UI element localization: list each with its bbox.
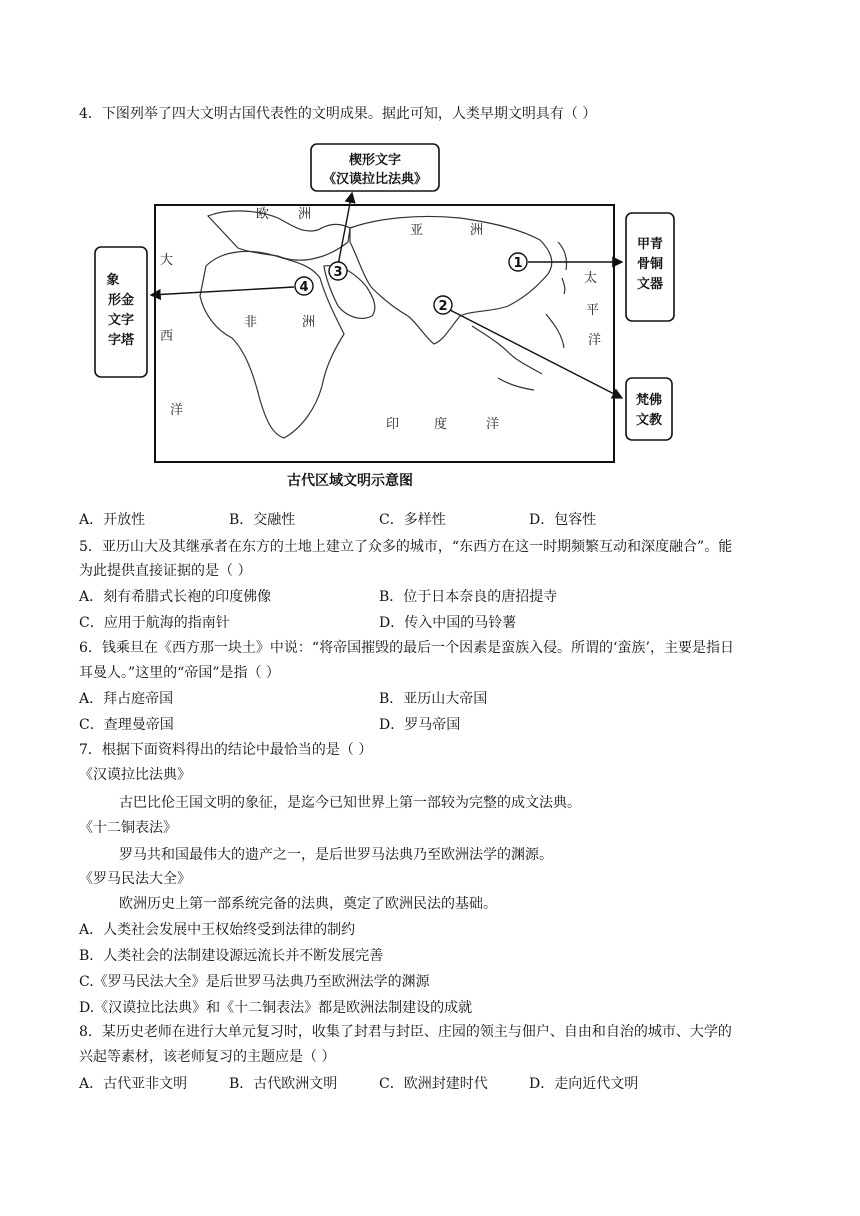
label-zhou1: 洲 xyxy=(298,207,312,222)
marker-3-label: 3 xyxy=(333,265,343,280)
q6-option-b[interactable]: B．亚历山大帝国 xyxy=(379,691,488,707)
q5-option-a[interactable]: A．刻有希腊式长袍的印度佛像 xyxy=(79,589,272,605)
q4-option-a[interactable]: A．开放性 xyxy=(79,512,146,528)
q7-option-a[interactable]: A．人类社会发展中王权始终受到法律的制约 xyxy=(79,922,356,938)
q5-stem-line-1: 5．亚历山大及其继承者在东方的土地上建立了众多的城市，“东西方在这一时期频繁互动和深度融合”。能 xyxy=(79,539,733,555)
q4-stem: 4．下图列举了四大文明古国代表性的文明成果。据此可知，人类早期文明具有（ ） xyxy=(79,106,597,122)
label-yang2: 洋 xyxy=(588,333,602,348)
q4-option-d[interactable]: D．包容性 xyxy=(529,512,597,528)
q8-stem-line-2: 兴起等素材，该老师复习的主题应是（ ） xyxy=(79,1049,336,1065)
egypt-text-1: 象 xyxy=(106,273,120,288)
india-text-1: 梵佛 xyxy=(635,393,663,408)
q8-option-d[interactable]: D．走向近代文明 xyxy=(529,1076,639,1092)
label-xi: 西 xyxy=(160,329,174,344)
q4-option-b[interactable]: B．交融性 xyxy=(229,512,296,528)
label-zhou3: 洲 xyxy=(302,315,316,330)
map-caption: 古代区域文明示意图 xyxy=(287,473,413,489)
label-ping: 平 xyxy=(586,303,600,318)
q7-material-1-title: 《汉谟拉比法典》 xyxy=(79,767,191,783)
label-yang1: 洋 xyxy=(170,403,184,418)
q7-material-3-desc: 欧洲历史上第一部系统完备的法典，奠定了欧洲民法的基础。 xyxy=(119,896,497,912)
q6-stem-line-2: 耳曼人。”这里的“帝国”是指（ ） xyxy=(79,665,280,681)
q6-option-d[interactable]: D．罗马帝国 xyxy=(379,717,461,733)
q6-option-a[interactable]: A．拜占庭帝国 xyxy=(79,691,174,707)
egypt-text-2: 形金 xyxy=(107,293,135,308)
egypt-box xyxy=(95,247,147,377)
label-ya: 亚 xyxy=(410,223,424,238)
q7-stem: 7．根据下面资料得出的结论中最恰当的是（ ） xyxy=(79,742,373,758)
egypt-text-3: 文字 xyxy=(107,313,135,328)
q5-option-c[interactable]: C．应用于航海的指南针 xyxy=(79,615,230,631)
q8-option-c[interactable]: C．欧洲封建时代 xyxy=(379,1076,488,1092)
china-text-1: 甲青 xyxy=(636,237,664,252)
q4-option-c[interactable]: C．多样性 xyxy=(379,512,446,528)
q7-option-c[interactable]: C.《罗马民法大全》是后世罗马法典乃至欧洲法学的渊源 xyxy=(79,974,430,990)
q5-option-b[interactable]: B．位于日本奈良的唐招提寺 xyxy=(379,589,558,605)
label-da: 大 xyxy=(160,253,174,268)
egypt-text-4: 字塔 xyxy=(107,333,135,348)
label-tai: 太 xyxy=(584,271,598,286)
q6-stem-line-1: 6．钱乘旦在《西方那一块土》中说：“将帝国摧毁的最后一个因素是蛮族入侵。所谓的‘蛮族’，主要是指日 xyxy=(79,640,734,656)
q8-stem-line-1: 8．某历史老师在进行大单元复习时，收集了封君与封臣、庄园的领主与佃户、自由和自治的城市、大学的 xyxy=(79,1024,732,1040)
china-text-3: 文器 xyxy=(636,277,664,292)
marker-1-label: 1 xyxy=(513,256,523,271)
label-yin: 印 xyxy=(386,417,400,432)
label-ou: 欧 xyxy=(256,207,270,222)
q6-option-c[interactable]: C．查理曼帝国 xyxy=(79,717,174,733)
q7-material-1-desc: 古巴比伦王国文明的象征，是迄今已知世界上第一部较为完整的成文法典。 xyxy=(119,795,581,811)
q8-option-b[interactable]: B．古代欧洲文明 xyxy=(229,1076,338,1092)
marker-4-label: 4 xyxy=(299,280,309,295)
label-yang3: 洋 xyxy=(486,417,500,432)
q7-material-2-title: 《十二铜表法》 xyxy=(79,820,177,836)
q7-option-b[interactable]: B．人类社会的法制建设源远流长并不断发展完善 xyxy=(79,948,384,964)
q7-material-2-desc: 罗马共和国最伟大的遗产之一，是后世罗马法典乃至欧洲法学的渊源。 xyxy=(119,847,553,863)
label-du: 度 xyxy=(434,417,448,432)
civilization-map xyxy=(88,138,688,498)
q7-material-3-title: 《罗马民法大全》 xyxy=(79,871,191,887)
cuneiform-text: 楔形文字 xyxy=(348,153,402,168)
label-zhou2: 洲 xyxy=(470,223,484,238)
india-box xyxy=(626,378,672,440)
q8-option-a[interactable]: A．古代亚非文明 xyxy=(79,1076,188,1092)
china-text-2: 骨铜 xyxy=(636,257,664,272)
q5-stem-line-2: 为此提供直接证据的是（ ） xyxy=(79,563,252,579)
q7-option-d[interactable]: D.《汉谟拉比法典》和《十二铜表法》都是欧洲法制建设的成就 xyxy=(79,1000,473,1016)
marker-2-label: 2 xyxy=(438,299,448,314)
q5-option-d[interactable]: D．传入中国的马铃薯 xyxy=(379,615,517,631)
label-fei: 非 xyxy=(244,315,258,330)
hammurabi-text: 《汉谟拉比法典》 xyxy=(322,172,428,187)
india-text-2: 文教 xyxy=(635,413,663,428)
